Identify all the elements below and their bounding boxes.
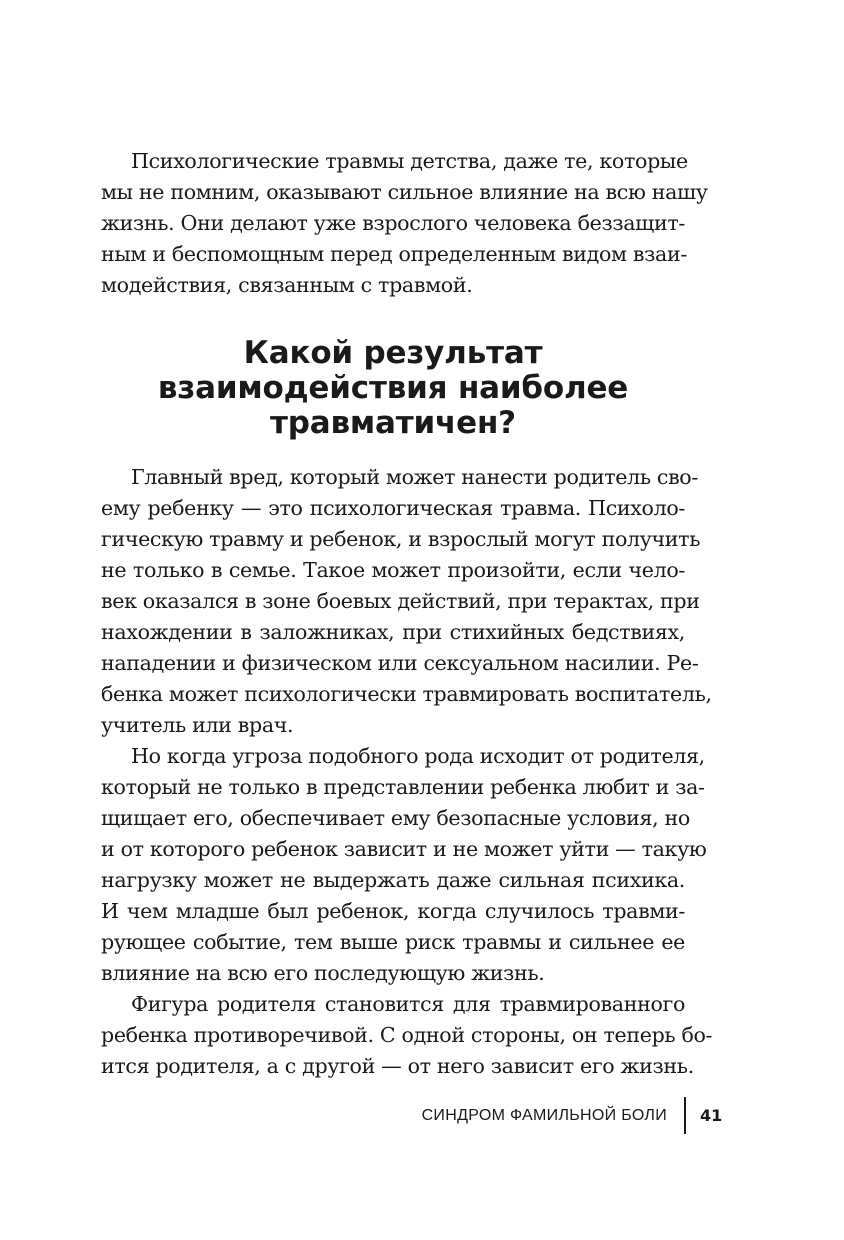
running-title: СИНДРОМ ФАМИЛЬНОЙ БОЛИ <box>421 1107 667 1124</box>
paragraph <box>101 741 707 989</box>
paragraph-line: ным и беспомощным перед определенным видом взаи- <box>101 242 687 266</box>
paragraph-line: рующее событие, тем выше риск травмы и сильнее ее <box>101 930 685 954</box>
paragraph-line: ится родителя, а с другой — от него зависит его жизнь. <box>101 1054 694 1078</box>
paragraph-line: мы не помним, оказывают сильное влияние на всю нашу <box>101 180 708 204</box>
paragraph-line: бенка может психологически травмировать воспитатель, <box>101 682 712 706</box>
paragraph-line: нападении и физическом или сексуальном насилии. Ре- <box>101 651 699 675</box>
heading-line: Какой результат <box>243 335 543 371</box>
paragraph-line: модействия, связанным с травмой. <box>101 273 473 297</box>
heading-line: травматичен? <box>270 405 516 441</box>
paragraph-line: гическую травму и ребенок, и взрослый могут получить <box>101 527 701 551</box>
page-number: 41 <box>700 1106 723 1125</box>
paragraph-line: Но когда угроза подобного рода исходит от родителя, <box>131 744 705 768</box>
paragraph <box>101 462 712 741</box>
paragraph-line: и от которого ребенок зависит и не может уйти — такую <box>101 837 707 861</box>
heading-line: взаимодействия наиболее <box>157 370 629 406</box>
paragraph-line: Психологические травмы детства, даже те, которые <box>131 149 688 173</box>
intro-paragraph <box>101 146 708 301</box>
paragraph-line: Главный вред, который может нанести родитель сво- <box>131 465 698 489</box>
paragraph-line: век оказался в зоне боевых действий, при терактах, при <box>101 589 700 613</box>
paragraph-line: щищает его, обеспечивает ему безопасные условия, но <box>101 806 690 830</box>
section-heading <box>101 336 685 441</box>
paragraph-line: учитель или врач. <box>101 713 294 737</box>
body-text <box>101 462 713 1082</box>
paragraph-line: И чем младше был ребенок, когда случилось травми- <box>101 899 685 923</box>
paragraph-line: ребенка противоречивой. С одной стороны, он теперь бо- <box>101 1023 713 1047</box>
paragraph-line: влияние на всю его последующую жизнь. <box>101 961 545 985</box>
paragraph-line: нахождении в заложниках, при стихийных бедствиях, <box>101 620 685 644</box>
paragraph-line: нагрузку может не выдержать даже сильная психика. <box>101 868 685 892</box>
paragraph-line: не только в семье. Такое может произойти, если чело- <box>101 558 685 582</box>
paragraph-line: жизнь. Они делают уже взрослого человека беззащит- <box>101 211 685 235</box>
paragraph-line: Фигура родителя становится для травмированного <box>131 992 685 1016</box>
paragraph-line: ему ребенку — это психологическая травма. Психоло- <box>101 496 685 520</box>
paragraph-line: который не только в представлении ребенка любит и за- <box>101 775 705 799</box>
paragraph <box>101 989 713 1082</box>
footer-divider <box>684 1097 686 1134</box>
